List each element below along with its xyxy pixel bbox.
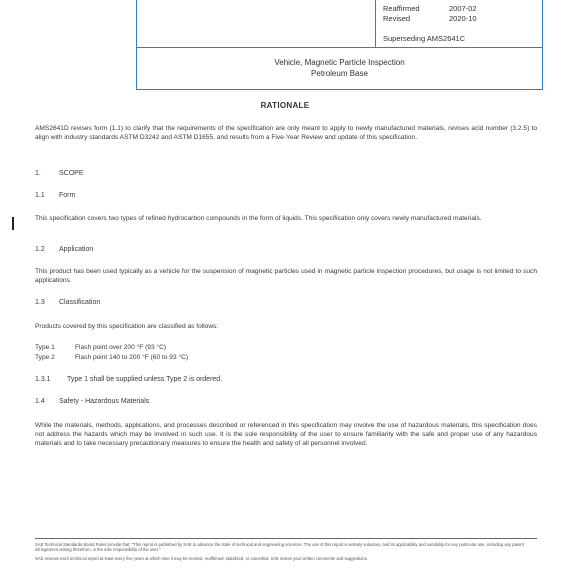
section-title: Classification <box>59 299 101 306</box>
footer-notice-2: SAE reviews each technical report at least every five years at which time it may be revised, reaffirmed, stabilized, or cancelled. SAE invites your written comments and suggestions. <box>35 556 368 561</box>
section-safety-heading <box>35 398 149 405</box>
type-1-desc: Flash point over 200 °F (93 °C) <box>75 344 167 351</box>
section-type-default-heading <box>35 376 222 383</box>
type-1-line <box>35 344 166 351</box>
section-form-heading <box>35 192 75 199</box>
rationale-heading: RATIONALE <box>260 101 310 110</box>
type-1-label: Type 1 <box>35 344 55 351</box>
type-2-desc: Flash point 140 to 200 °F (60 to 93 °C) <box>75 354 189 361</box>
section-title: Application <box>59 246 94 253</box>
header-divider-vertical <box>375 0 376 47</box>
section-number: 1. <box>35 170 41 177</box>
section-safety-text: While the materials, methods, applications, and processes described or referenced in this specification may involve the use of hazardous materials, this specification does not address the hazards which may be involved in such use. It is the sole responsibility of the user to ensure familiarity with the safe and proper use of any hazardous materials and to take necessary precautionary measures to ensure the health and safety of all personnel involved. <box>35 422 537 448</box>
section-number: 1.3.1 <box>35 376 51 383</box>
document-header-box <box>136 0 543 90</box>
rationale-text: AMS2641D revises form (1.1) to clarify that the requirements of the specification are only meant to apply to newly manufactured materials, revises acid number (3.2.5) to align with industry standards ASTM D3242 and ASTM D1655, and results from a Five-Year Review and update of this specification. <box>35 125 537 142</box>
superseding-note: Superseding AMS2641C <box>383 34 466 43</box>
revised-date-row <box>383 14 477 23</box>
footer-notice-1: SAE Technical Standards Board Rules provide that: "This report is published by SAE to advance the state of technical and engineering sciences. The use of this report is entirely voluntary, and its applicability and suitability for any particular use, including any patent infringement arising therefrom, is the sole responsibility of the user." <box>35 542 524 553</box>
revised-label: Revised <box>383 14 411 23</box>
section-number: 1.3 <box>35 299 45 306</box>
document-title-line2: Petroleum Base <box>311 69 368 78</box>
type-2-label: Type 2 <box>35 354 55 361</box>
section-number: 1.2 <box>35 246 45 253</box>
change-bar-marker <box>12 217 14 230</box>
type-2-line <box>35 354 188 361</box>
section-classification-heading <box>35 299 100 306</box>
reaffirmed-date-row <box>383 4 477 13</box>
reaffirmed-label: Reaffirmed <box>383 4 420 13</box>
section-number: 1.1 <box>35 192 45 199</box>
reaffirmed-value: 2007-02 <box>449 4 477 13</box>
section-application-text: This product has been used typically as a vehicle for the suspension of magnetic particles used in magnetic particle inspection procedures, but usage is not limited to such applications. <box>35 268 537 285</box>
section-scope-heading <box>35 170 84 177</box>
section-title: Type 1 shall be supplied unless Type 2 is ordered. <box>67 376 223 383</box>
document-title-line1: Vehicle, Magnetic Particle Inspection <box>274 58 405 67</box>
section-number: 1.4 <box>35 398 45 405</box>
section-title: SCOPE <box>59 170 84 177</box>
section-title: Form <box>59 192 76 199</box>
revised-value: 2020-10 <box>449 14 477 23</box>
section-classification-text: Products covered by this specification are classified as follows: <box>35 323 219 330</box>
section-form-text: This specification covers two types of refined hydrocarbon compounds in the form of liquids. This specification only covers newly manufactured materials. <box>35 215 482 222</box>
header-divider-horizontal <box>137 47 542 48</box>
footer-divider <box>35 538 537 539</box>
section-application-heading <box>35 246 93 253</box>
section-title: Safety - Hazardous Materials <box>59 398 150 405</box>
